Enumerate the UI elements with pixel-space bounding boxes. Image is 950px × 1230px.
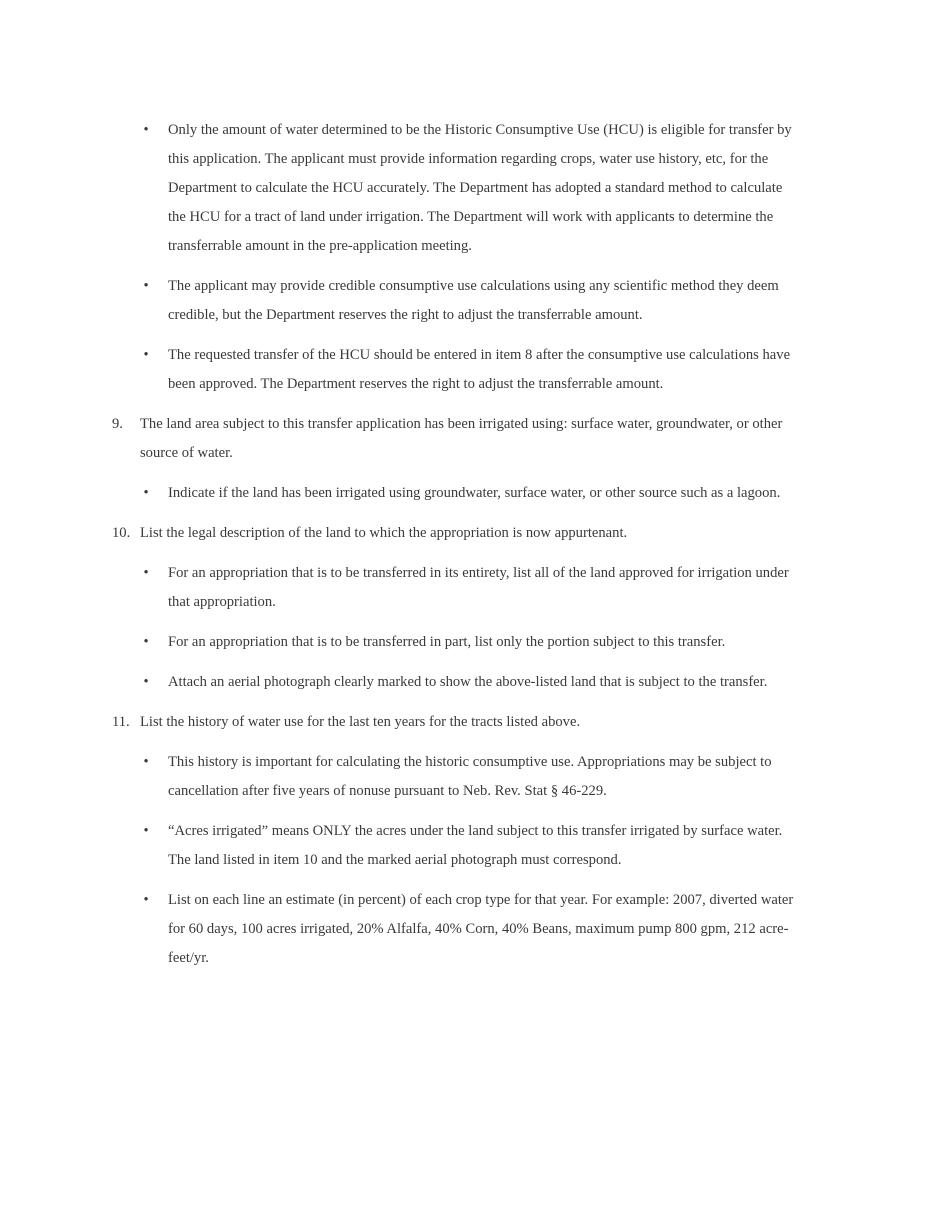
bullet-irrigation-source: [112, 479, 802, 508]
bullet-text: For an appropriation that is to be transferred in part, list only the portion subject to this transfer.: [168, 634, 726, 650]
bullet-aerial-photograph: [112, 668, 802, 697]
item-text: The land area subject to this transfer application has been irrigated using: surface water, groundwater, or other source of water.: [140, 416, 783, 461]
bullet-history-importance: [112, 748, 802, 806]
bullet-text: The requested transfer of the HCU should be entered in item 8 after the consumptive use calculations have been approved. The Department reserves the right to adjust the transferrable amount.: [168, 347, 791, 392]
bullet-icon: •: [143, 823, 149, 839]
bullet-text: Only the amount of water determined to be the Historic Consumptive Use (HCU) is eligible for transfer by this application. The applicant must provide information regarding crops, water use history, etc, for the Department to calculate the HCU accurately. The Department has adopted a standard method to calculate the HCU for a tract of land under irrigation. The Department will work with applicants to determine the transferrable amount in the pre-application meeting.: [168, 122, 792, 254]
bullet-icon: •: [143, 278, 149, 294]
item-text: List the history of water use for the last ten years for the tracts listed above.: [140, 714, 581, 730]
bullet-crop-estimate: [112, 886, 802, 973]
bullet-icon: •: [143, 754, 149, 770]
bullet-icon: •: [143, 634, 149, 650]
bullet-partial-transfer: [112, 628, 802, 657]
item-text: List the legal description of the land to which the appropriation is now appurtenant.: [140, 525, 628, 541]
bullet-icon: •: [143, 674, 149, 690]
item-number: 9.: [112, 416, 123, 432]
bullet-acres-irrigated: [112, 817, 802, 875]
bullet-requested-transfer: [112, 341, 802, 399]
bullet-text: “Acres irrigated” means ONLY the acres under the land subject to this transfer irrigated by surface water. The land listed in item 10 and the marked aerial photograph must correspond.: [168, 823, 783, 868]
bullet-text: List on each line an estimate (in percent) of each crop type for that year. For example: 2007, diverted water for 60 days, 100 acres irrigated, 20% Alfalfa, 40% Corn, 40% Beans, maximum pump 800 gpm, 212 acre-feet/yr.: [168, 892, 794, 966]
bullet-credible-calculations: [112, 272, 802, 330]
bullet-entire-transfer: [112, 559, 802, 617]
item-number: 11.: [112, 714, 130, 730]
item-9: [112, 410, 802, 468]
item-number: 10.: [112, 525, 131, 541]
bullet-text: For an appropriation that is to be transferred in its entirety, list all of the land approved for irrigation under that appropriation.: [168, 565, 789, 610]
item-10: [112, 519, 802, 548]
bullet-icon: •: [143, 347, 149, 363]
item-11: [112, 708, 802, 737]
bullet-text: The applicant may provide credible consumptive use calculations using any scientific method they deem credible, but the Department reserves the right to adjust the transferrable amount.: [168, 278, 779, 323]
bullet-icon: •: [143, 485, 149, 501]
bullet-text: Indicate if the land has been irrigated using groundwater, surface water, or other source such as a lagoon.: [168, 485, 781, 501]
bullet-text: Attach an aerial photograph clearly marked to show the above-listed land that is subject to the transfer.: [168, 674, 768, 690]
document-body: [112, 116, 802, 984]
bullet-icon: •: [143, 122, 149, 138]
bullet-icon: •: [143, 565, 149, 581]
bullet-text: This history is important for calculating the historic consumptive use. Appropriations may be subject to cancellation after five years of nonuse pursuant to Neb. Rev. Stat § 46-229.: [168, 754, 772, 799]
bullet-hcu-eligibility: [112, 116, 802, 261]
bullet-icon: •: [143, 892, 149, 908]
